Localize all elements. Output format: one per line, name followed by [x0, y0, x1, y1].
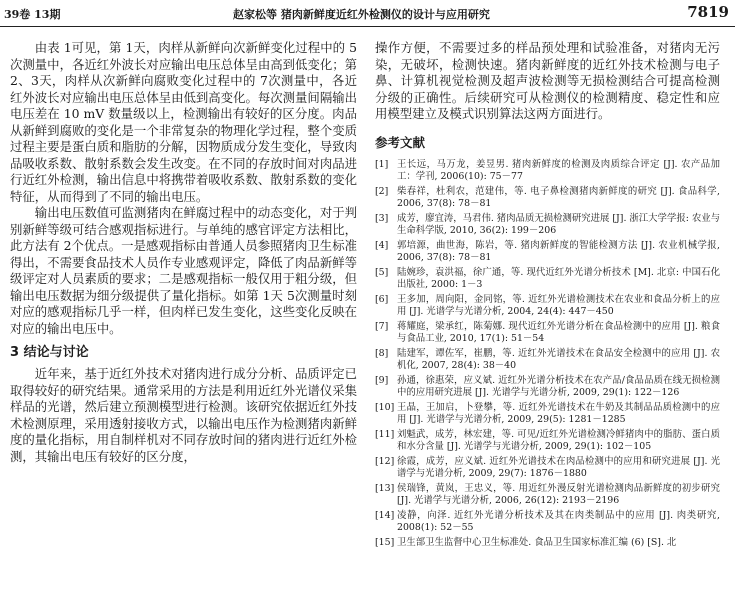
- left-column: [10, 40, 357, 465]
- reference-item: [375, 375, 720, 399]
- reference-item: [375, 510, 720, 534]
- reference-item: [375, 186, 720, 210]
- reference-item: [375, 240, 720, 264]
- reference-number: [15]: [375, 536, 395, 548]
- running-title: 赵家松等 猪肉新鲜度近红外检测仪的设计与应用研究: [233, 8, 490, 21]
- reference-number: [8]: [375, 347, 389, 359]
- lead-text: [375, 40, 720, 123]
- body-paragraph: 近年来，基于近红外技术对猪肉进行成分分析、品质评定已取得较好的研究结果。通常采用的方法是利用近红外光谱仪采集样品的光谱，然后建立预测模型进行检测。该研究依据近红外技术检测原理，采用透射接收方式，以输出电压作为检测猪肉新鲜度的量化指标，用自制样机对不同存放时间的猪肉进行近红外检测，其输出电压有较好的区分度，: [10, 366, 357, 464]
- reference-number: [13]: [375, 482, 395, 494]
- reference-item: [375, 456, 720, 480]
- reference-text: 卫生部卫生监督中心卫生标准处. 食品卫生国家标准汇编 (6) [S]. 北: [397, 536, 677, 548]
- reference-item: [375, 321, 720, 345]
- reference-number: [2]: [375, 185, 389, 197]
- reference-item: [375, 294, 720, 318]
- reference-number: [12]: [375, 455, 395, 467]
- reference-text: 刘魁武，成芳，林宏建，等. 可见/近红外光谱检测冷鲜猪肉中的脂肪、蛋白质和水分含量 [J]. 光谱学与光谱分析, 2009, 29(1): 102－105: [397, 428, 720, 452]
- reference-text: 徐霞，成芳，应义斌. 近红外光谱技术在肉品检测中的应用和研究进展 [J]. 光谱学与光谱分析, 2009, 29(7): 1876－1880: [397, 455, 720, 479]
- reference-number: [3]: [375, 212, 389, 224]
- body-paragraph: 输出电压数值可监测猪肉在鲜腐过程中的动态变化，对于判别新鲜等级可结合感观指标进行。与单纯的感官评定方法相比，此方法有 2个优点。一是感观指标由普通人员参照猪肉卫生标准得出，不需要食品技术人员作专业感观评定，降低了肉品新鲜等级评定对人员素质的要求；二是感观指标一般仅用于粗分级，但输出电压数据为细分级提供了量化指标。如第 1天 5次测量时刻对应的感观指标几乎一样，但肉样已发生变化，这些变化反映在对应的输出电压中。: [10, 205, 357, 336]
- body-paragraph: 操作方便，不需要过多的样品预处理和试验准备，对猪肉无污染，无破坏，检测快速。猪肉新鲜度的近红外技术检测与电子鼻、计算机视觉检测及超声波检测等无损检测结合可提高检测分级的正确性。后续研究可从检测仪的检测精度、稳定性和应用模型建立及模式识别算法这两方面进行。: [375, 40, 720, 121]
- right-column: [375, 40, 720, 551]
- reference-text: 陆建军，谭佐军，崔鹏，等. 近红外光谱技术在食品安全检测中的应用 [J]. 农机化, 2007, 28(4): 38－40: [397, 347, 720, 371]
- reference-number: [1]: [375, 158, 389, 170]
- reference-item: [375, 429, 720, 453]
- reference-item: [375, 213, 720, 237]
- reference-text: 王多加，周向阳，金同铭，等. 近红外光谱检测技术在农业和食品分析上的应用 [J]. 光谱学与光谱分析, 2004, 24(4): 447－450: [397, 293, 720, 317]
- reference-number: [5]: [375, 266, 389, 278]
- reference-text: 王长远，马万龙，姜昱男. 猪肉新鲜度的检测及肉质综合评定 [J]. 农产品加工：学刊, 2006(10): 75－77: [397, 158, 720, 182]
- page-header: [0, 0, 735, 27]
- section-heading: 3 结论与讨论: [10, 345, 89, 360]
- reference-number: [7]: [375, 320, 389, 332]
- reference-item: [375, 537, 720, 549]
- reference-text: 柴春祥，杜利农，范建伟，等. 电子鼻检测猪肉新鲜度的研究 [J]. 食品科学, 2006, 37(8): 78－81: [397, 185, 720, 209]
- reference-text: 成芳，廖宜涛，马君伟. 猪肉品质无损检测研究进展 [J]. 浙江大学学报: 农业与生命科学版, 2010, 36(2): 199－206: [397, 212, 720, 236]
- volume-issue: 39卷 13期: [4, 8, 61, 21]
- reference-text: 孙通，徐惠荣，应义斌. 近红外光谱分析技术在农产品/食品品质在线无损检测中的应用研究进展 [J]. 光谱学与光谱分析, 2009, 29(1): 122－126: [397, 374, 720, 398]
- reference-list: [375, 159, 720, 549]
- reference-number: [6]: [375, 293, 389, 305]
- page-number: 7819: [687, 3, 729, 21]
- references-heading: 参考文献: [375, 134, 426, 150]
- reference-item: [375, 267, 720, 291]
- reference-item: [375, 348, 720, 372]
- reference-number: [11]: [375, 428, 395, 440]
- reference-text: 凌静，向泽. 近红外光谱分析技术及其在肉类制品中的应用 [J]. 肉类研究, 2008(1): 52－55: [397, 509, 720, 533]
- body-paragraph: 由表 1可见，第 1天，肉样从新鲜向次新鲜变化过程中的 5次测量中，各近红外波长对应输出电压总体呈由高到低变化；第 2、3天，肉样从次新鲜向腐败变化过程中的 7次测量中，各近红外波长对应输出电压总体呈由低到高变化。每次测量间隔输出电压差在 10 mV 数量级以上，检测输出有较好的区分度。肉品从新鲜到腐败的变化是一个非常复杂的物理化学过程，整个变质过程主要是蛋白质和脂肪的分解，因物质成分发生变化，导致肉品吸收系数、散射系数会发生改变。在不同的存放时间对肉品进行近红外检测，输出信息中将携带着吸收系数、散射系数的变化特征，从而得到了不同的输出电压。: [10, 40, 357, 204]
- reference-item: [375, 483, 720, 507]
- reference-item: [375, 402, 720, 426]
- reference-item: [375, 159, 720, 183]
- reference-number: [10]: [375, 401, 395, 413]
- reference-text: 陆婉珍，袁洪福，徐广通，等. 现代近红外光谱分析技术 [M]. 北京: 中国石化出版社, 2000: 1－3: [397, 266, 720, 290]
- reference-number: [4]: [375, 239, 389, 251]
- reference-text: 侯瑞锋，黄岚，王忠义，等. 用近红外漫反射光谱检测肉品新鲜度的初步研究 [J]. 光谱学与光谱分析, 2006, 26(12): 2193－2196: [397, 482, 720, 506]
- reference-text: 郭培源，曲世海，陈岩，等. 猪肉新鲜度的智能检测方法 [J]. 农业机械学报, 2006, 37(8): 78－81: [397, 239, 720, 263]
- reference-text: 蒋耀庭，梁承红，陈菊娜. 现代近红外光谱分析在食品检测中的应用 [J]. 粮食与食品工业, 2010, 17(1): 51－54: [397, 320, 720, 344]
- reference-text: 王晶，王加启，卜登攀，等. 近红外光谱技术在牛奶及其制品品质检测中的应用 [J]. 光谱学与光谱分析, 2009, 29(5): 1281－1285: [397, 401, 720, 425]
- reference-number: [14]: [375, 509, 395, 521]
- reference-number: [9]: [375, 374, 389, 386]
